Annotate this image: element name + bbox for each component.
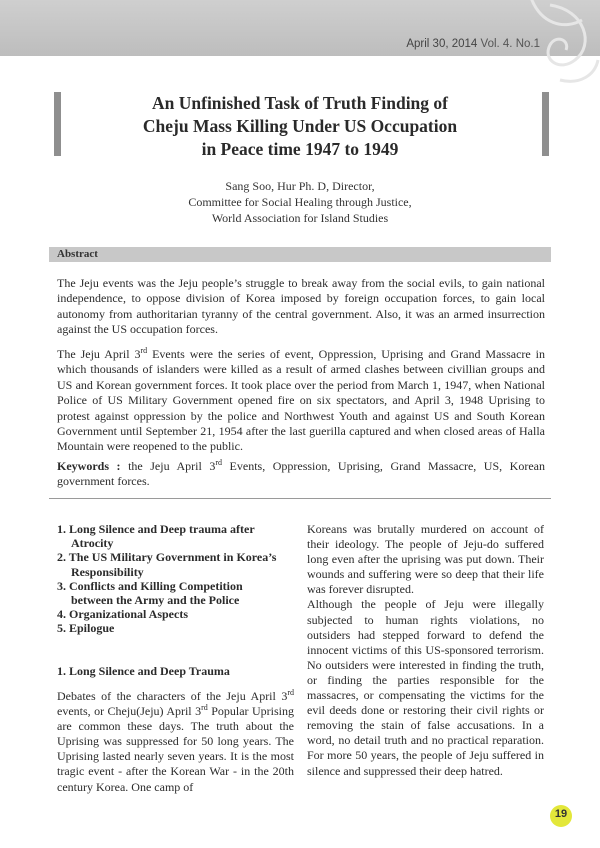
keywords-label: Keywords : xyxy=(57,459,121,473)
toc-item xyxy=(57,607,297,621)
toc-item xyxy=(57,621,297,635)
page-number: 19 xyxy=(554,808,568,820)
keywords-sup: rd xyxy=(215,458,222,467)
abstract-header xyxy=(49,247,551,262)
article-title xyxy=(90,92,510,161)
toc-item-1: 1. Long Silence and Deep trauma after xyxy=(57,522,255,536)
keywords xyxy=(57,459,545,490)
right-column xyxy=(307,522,544,779)
right-column-paragraph-1: Koreans was brutally murdered on account of their ideology. The people of Jeju-do suffered long even after the uprising was put down. Their wounds and suffering were so deep that their life was forever disrupted. xyxy=(307,522,544,597)
section-1-heading: 1. Long Silence and Deep Trauma xyxy=(57,664,230,678)
issue-date: April 30, 2014 xyxy=(406,38,478,50)
author-line-2: Committee for Social Healing through Justice, xyxy=(188,195,412,209)
author-line-1: Sang Soo, Hur Ph. D, Director, xyxy=(225,179,375,193)
toc-item xyxy=(57,579,297,607)
abstract-heading: Abstract xyxy=(57,248,98,260)
toc-item-1-cont: Atrocity xyxy=(71,536,114,551)
title-bar-right xyxy=(542,92,549,156)
abstract-p2-sup: rd xyxy=(140,346,148,355)
toc-item-3: 3. Conflicts and Killing Competition xyxy=(57,578,243,593)
issue-info xyxy=(406,38,540,50)
section-1-text-b: events, or Cheju(Jeju) April 3 xyxy=(57,704,202,719)
author-block xyxy=(100,178,500,226)
keywords-text-a: the Jeju April 3 xyxy=(120,459,216,473)
toc-item xyxy=(57,522,297,550)
section-1-text-a: Debates of the characters of the Jeju April 3 xyxy=(57,689,288,703)
right-column-paragraph-2: Although the people of Jeju were illegally subjected to human rights violations, no outsiders had stepped forward to defend the innocent victims of this US-sponsored terrorism. No outsiders were interested in finding the truth, or finding the parties responsible for the massacres, or compensating the victims for the evil deeds done or restoring their civil rights or removing the stain of false accusations. In a word, no detail truth and no practical reparation. For more 50 years, the people of Jeju suffered in silence and suppressed their deep hatred. xyxy=(307,597,544,778)
toc-item-2: 2. The US Military Government in Korea’s xyxy=(57,550,277,565)
title-bar-left xyxy=(54,92,61,156)
abstract-paragraph-1: The Jeju events was the Jeju people’s struggle to break away from the social evils, to gain national independence, to oppose division of Korea imposed by foreign occupation forces, to gain local autonomy from authoritarian tyranny of the central government. Also, it was an armed insurrection against the US occupation forces. xyxy=(57,276,545,337)
toc-item-2-cont: Responsibility xyxy=(71,564,144,579)
abstract-paragraph-2 xyxy=(57,347,545,455)
toc-item-3-cont: between the Army and the Police xyxy=(71,593,240,608)
page-number-badge xyxy=(549,804,573,828)
keywords-text-b: Events, Oppression, Uprising, Grand Massacre, US, Korean government forces. xyxy=(57,459,545,489)
title-line-2: Cheju Mass Killing Under US Occupation xyxy=(142,116,458,136)
toc-item xyxy=(57,550,297,578)
section-1-sup-2: rd xyxy=(201,703,208,713)
author-line-3: World Association for Island Studies xyxy=(211,211,389,225)
section-1-text-c: Popular Uprising are common these days. The truth about the Uprising was suppressed for 50 long years. The Uprising lasted nearly seven years. It is the most tragic event - after the Korean War - in the 20th century Korea. One camp of xyxy=(57,704,294,794)
toc-item-4: 4. Organizational Aspects xyxy=(57,607,188,622)
title-line-1: An Unfinished Task of Truth Finding of xyxy=(152,93,448,113)
section-1-body xyxy=(57,689,294,795)
section-1-sup-1: rd xyxy=(287,688,294,697)
title-line-3: in Peace time 1947 to 1949 xyxy=(201,139,399,159)
table-of-contents xyxy=(57,522,297,636)
toc-item-5: 5. Epilogue xyxy=(57,621,115,636)
section-divider xyxy=(49,498,551,499)
issue-volume: Vol. 4. No.1 xyxy=(480,38,540,50)
abstract-p2-text-b: Events were the series of event, Oppression, Uprising and Grand Massacre in which thousands of islanders were killed as a result of armed clashes between civillian groups and US and Korean government forces. It took place over the period from March 1, 1947, when National Police of US Military Government opened fire on six spectators, and April 3, 1948 Uprising to protest against oppression by the police and Northwest Youth and against US and South Korean Government until September 21, 1954 after the last guerilla captured and when closed areas of Halla Mountain were reopened to the public. xyxy=(57,347,546,454)
abstract-p2-text-a: The Jeju April 3 xyxy=(57,347,141,361)
